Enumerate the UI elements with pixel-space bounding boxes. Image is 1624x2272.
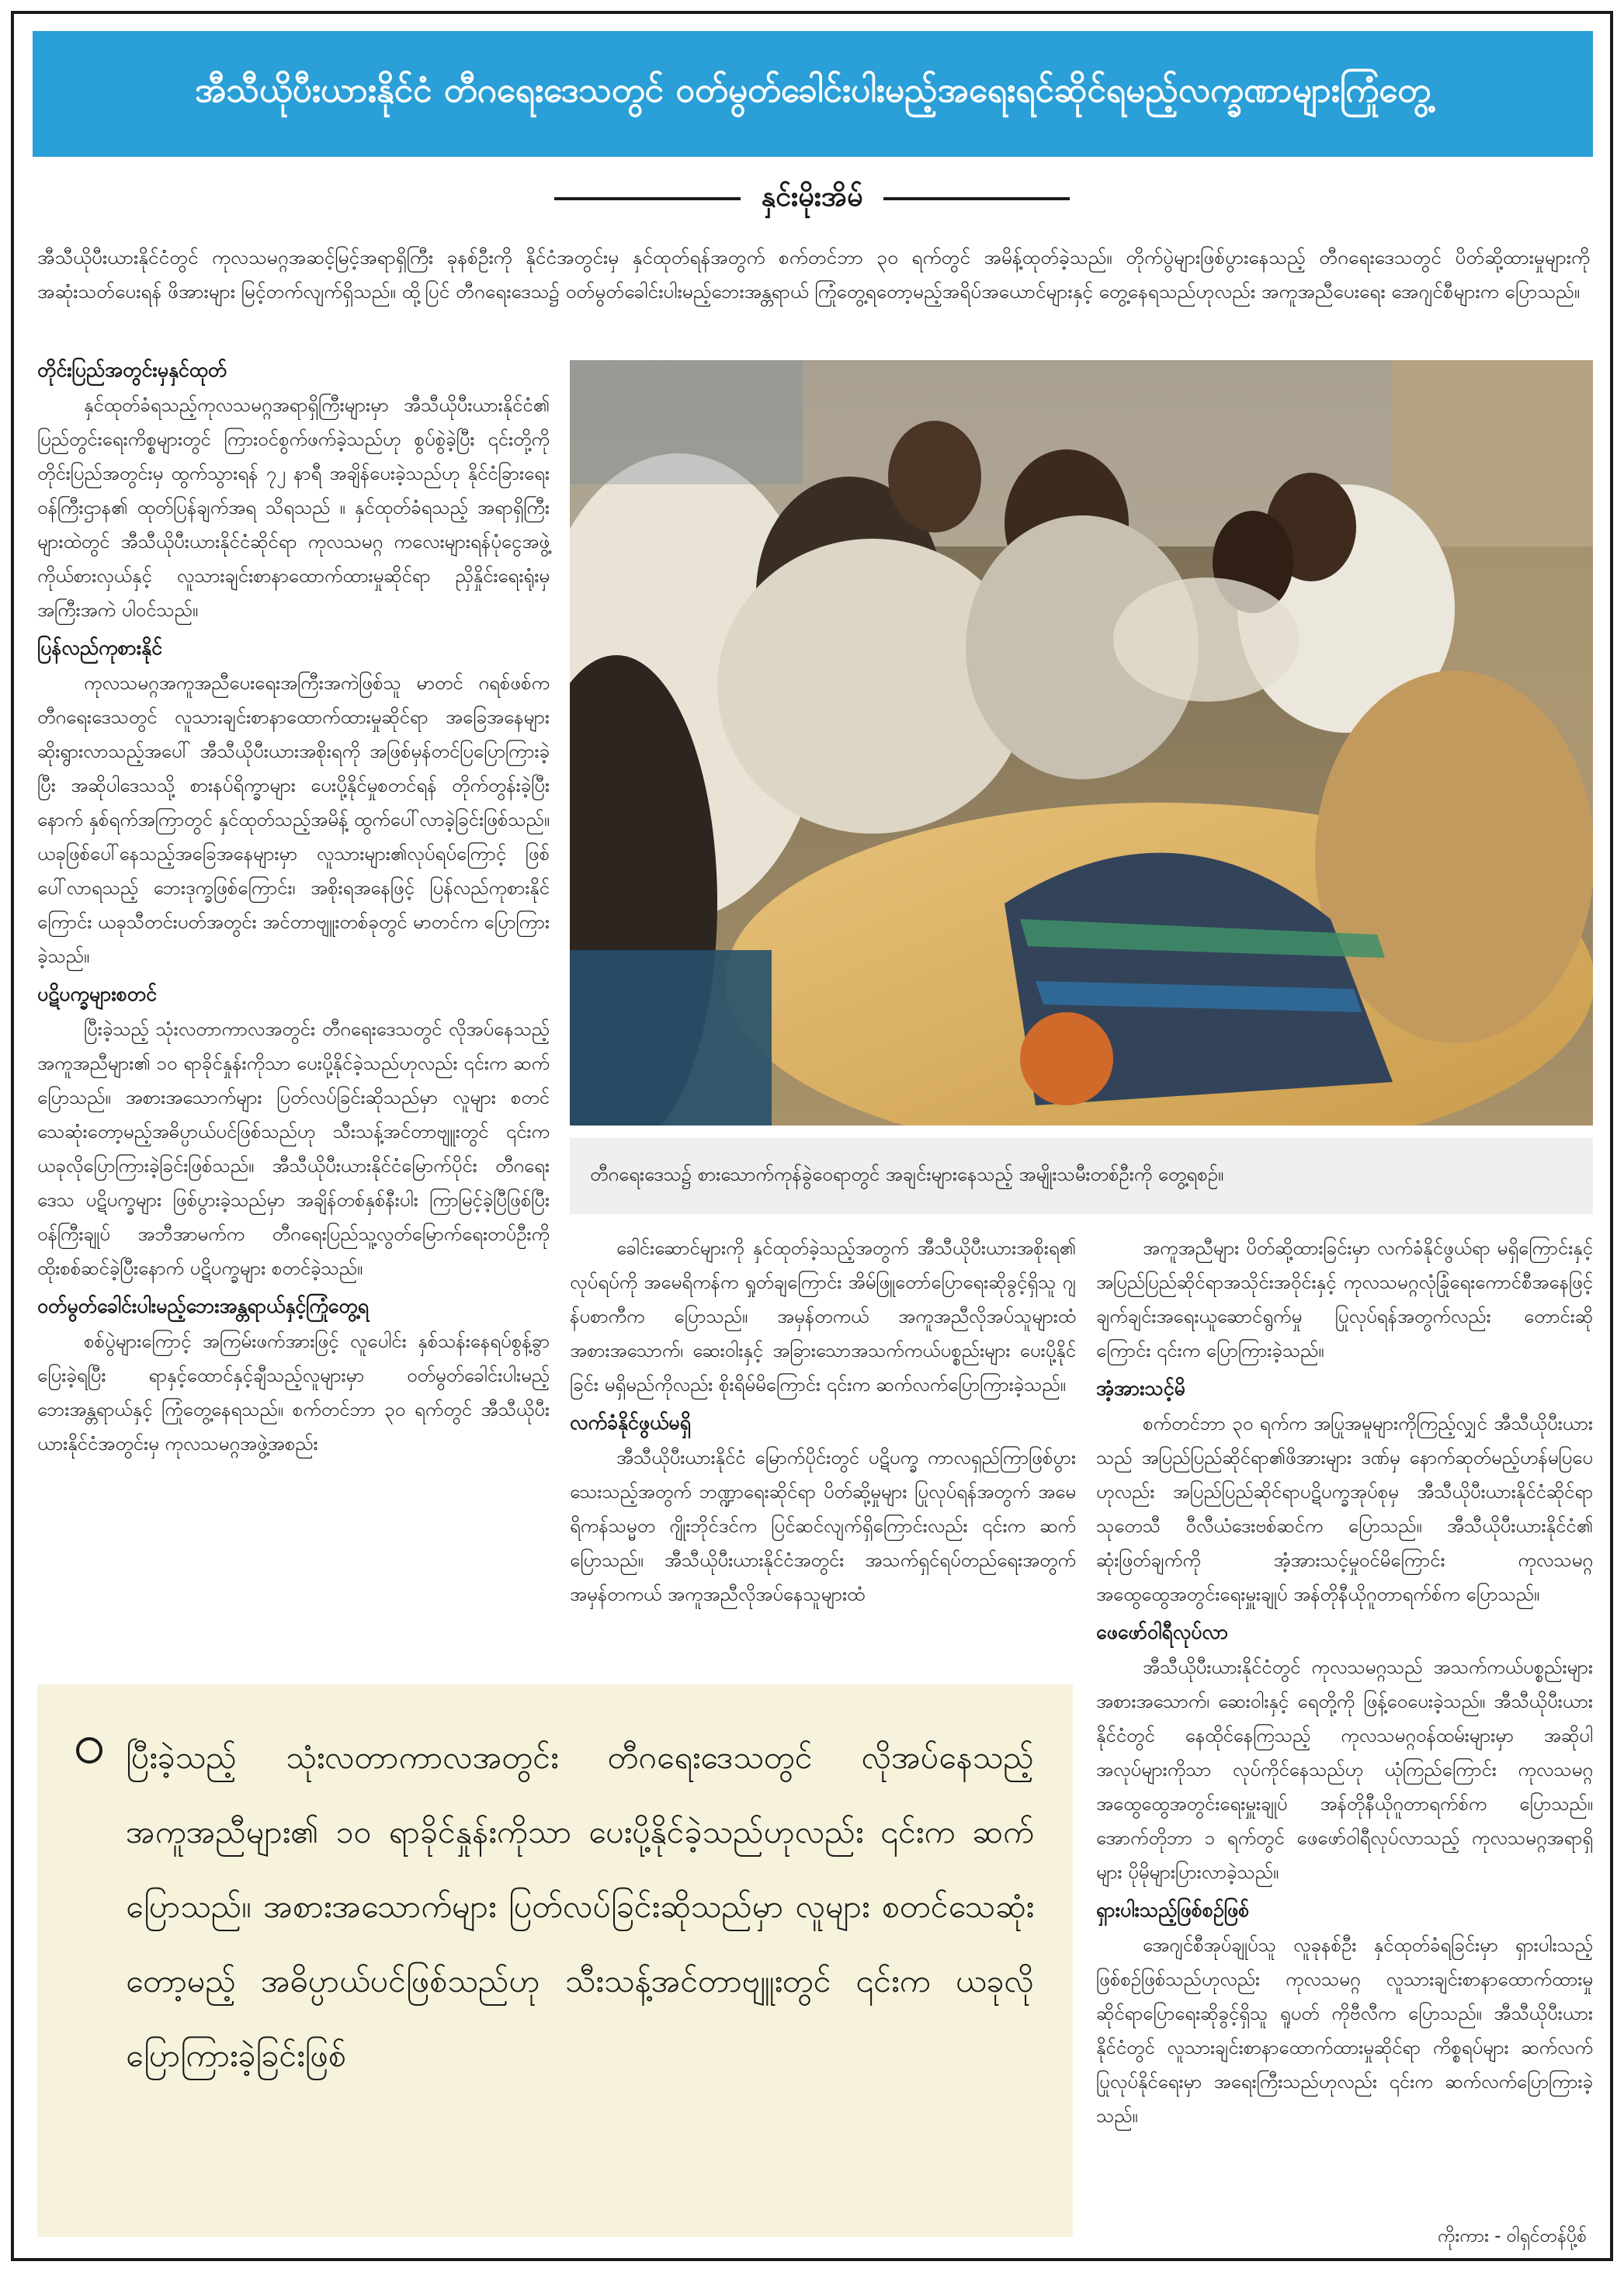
byline-rule-left xyxy=(554,197,741,200)
section-paragraph: ခေါင်းဆောင်များကို နှင်ထုတ်ခဲ့သည့်အတွက် အီသီယိုပီးယားအစိုးရ၏ လုပ်ရပ်ကို အမေရိကန်က ရှုတ်ချကြောင်း အိမ်ဖြူတော်ပြောရေးဆိုခွင့်ရှိသူ ဂျန်ပစာကီက ပြောသည်။ အမှန်တကယ် အကူအညီလိုအပ်သူများထံ အစားအသောက်၊ ဆေးဝါးနှင့် အခြားသောအသက်ကယ်ပစ္စည်းများ ပေးပို့နိုင်ခြင်း မရှိမည်ကိုလည်း စိုးရိမ်မိကြောင်း ၎င်းက ဆက်လက်ပြောကြားခဲ့သည်။ xyxy=(570,1237,1076,1396)
article-page xyxy=(11,11,1613,2261)
circle-bullet-icon xyxy=(76,1737,102,1764)
section-heading: အံ့အားသင့်မိ xyxy=(1096,1377,1185,1400)
pull-quote-box xyxy=(37,1684,1073,2237)
section-paragraph: နှင်ထုတ်ခံရသည့်ကုလသမဂ္ဂအရာရှိကြီးများမှာ အီသီယိုပီးယားနိုင်ငံ၏ ပြည်တွင်းရေးကိစ္စများတွင် ကြားဝင်စွက်ဖက်ခဲ့သည်ဟု စွပ်စွဲခဲ့ပြီး ၎င်းတို့ကို တိုင်းပြည်အတွင်းမှ ထွက်သွားရန် ၇၂ နာရီ အချိန်ပေးခဲ့သည်ဟု နိုင်ငံခြားရေးဝန်ကြီးဌာန၏ ထုတ်ပြန်ချက်အရ သိရသည် ။ နှင်ထုတ်ခံရသည့် အရာရှိကြီးများထဲတွင် အီသီယိုပီးယားနိုင်ငံဆိုင်ရာ ကုလသမဂ္ဂ ကလေးများရန်ပုံငွေအဖွဲ့ ကိုယ်စားလှယ်နှင့် လူသားချင်းစာနာထောက်ထားမှုဆိုင်ရာ ညှိနှိုင်းရေးရုံးမှ အကြီးအကဲ ပါဝင်သည်။ xyxy=(37,394,550,621)
lead-paragraph: အီသီယိုပီးယားနိုင်ငံတွင် ကုလသမဂ္ဂအဆင့်မြင့်အရာရှိကြီး ခုနစ်ဦးကို နိုင်ငံအတွင်းမှ နှင်ထုတ်ရန်အတွက် စက်တင်ဘာ ၃၀ ရက်တွင် အမိန့်ထုတ်ခဲ့သည်။ တိုက်ပွဲများဖြစ်ပွားနေသည့် တီဂရေးဒေသတွင် ပိတ်ဆို့ထားမှုများကို အဆုံးသတ်ပေးရန် ဖိအားများ မြင့်တက်လျက်ရှိသည်။ ထို့ပြင် တီဂရေးဒေသ၌ ဝတ်မွတ်ခေါင်းပါးမည့်ဘေးအန္တရာယ် ကြုံတွေ့ရတော့မည့်အရိပ်အယောင်များနှင့် တွေ့နေရသည်ဟုလည်း အကူအညီပေးရေး အေဂျင်စီများက ပြောသည်။ xyxy=(37,246,1590,303)
pull-quote-text: ပြီးခဲ့သည့် သုံးလတာကာလအတွင်း တီဂရေးဒေသတွင် လိုအပ်နေသည့်အကူအညီများ၏ ၁၀ ရာခိုင်နှုန်းကိုသာ ပေးပို့နိုင်ခဲ့သည်ဟုလည်း ၎င်းက ဆက်ပြောသည်။ အစားအသောက်များ ပြတ်လပ်ခြင်းဆိုသည်မှာ လူများ စတင်သေဆုံးတော့မည့် အဓိပ္ပာယ်ပင်ဖြစ်သည်ဟု သီးသန့်အင်တာဗျူးတွင် ၎င်းက ယခုလို ပြောကြားခဲ့ခြင်းဖြစ် xyxy=(126,1739,1034,2074)
section-paragraph: ကုလသမဂ္ဂအကူအညီပေးရေးအကြီးအကဲဖြစ်သူ မာတင် ဂရစ်ဖစ်က တီဂရေးဒေသတွင် လူသားချင်းစာနာထောက်ထားမှုဆိုင်ရာ အခြေအနေများ ဆိုးရွားလာသည့်အပေါ် အီသီယိုပီးယားအစိုးရကို အဖြစ်မှန်တင်ပြပြောကြားခဲ့ပြီး အဆိုပါဒေသသို့ စားနပ်ရိက္ခာများ ပေးပို့နိုင်မှုစတင်ရန် တိုက်တွန်းခဲ့ပြီးနောက် နှစ်ရက်အကြာတွင် နှင်ထုတ်သည့်အမိန့် ထွက်ပေါ်လာခဲ့ခြင်းဖြစ်သည်။ ယခုဖြစ်ပေါ်နေသည့်အခြေအနေများမှာ လူသားများ၏လုပ်ရပ်ကြောင့် ဖြစ်ပေါ်လာရသည့် ဘေးဒုက္ခဖြစ်ကြောင်း၊ အစိုးရအနေဖြင့် ပြန်လည်ကုစားနိုင်ကြောင်း ယခုသီတင်းပတ်အတွင်း အင်တာဗျူးတစ်ခုတွင် မာတင်က ပြောကြားခဲ့သည်။ xyxy=(37,672,550,967)
section-paragraph: အကူအညီများ ပိတ်ဆို့ထားခြင်းမှာ လက်ခံနိုင်ဖွယ်ရာ မရှိကြောင်းနှင့် အပြည်ပြည်ဆိုင်ရာအသိုင်းအဝိုင်းနှင့် ကုလသမဂ္ဂလုံခြုံရေးကောင်စီအနေဖြင့် ချက်ချင်းအရေးယူဆောင်ရွက်မှု ပြုလုပ်ရန်အတွက်လည်း တောင်းဆိုကြောင်း ၎င်းက ပြောကြားခဲ့သည်။ xyxy=(1096,1237,1593,1361)
section-heading: ပဋိပက္ခများစတင် xyxy=(37,983,157,1005)
section-heading: တိုင်းပြည်အတွင်းမှနှင်ထုတ် xyxy=(37,359,227,381)
photo-caption: တီဂရေးဒေသ၌ စားသောက်ကုန်ခွဲဝေရာတွင် အချင်းများနေသည့် အမျိုးသမီးတစ်ဦးကို တွေ့ရစဉ်။ xyxy=(570,1138,1593,1214)
section-paragraph: အီသီယိုပီးယားနိုင်ငံ မြောက်ပိုင်းတွင် ပဋိပက္ခ ကာလရှည်ကြာဖြစ်ပွားသေးသည့်အတွက် ဘဏ္ဍာရေးဆိုင်ရာ ပိတ်ဆို့မှုများ ပြုလုပ်ရန်အတွက် အမေရိကန်သမ္မတ ဂျိုးဘိုင်ဒင်က ပြင်ဆင်လျက်ရှိကြောင်းလည်း ၎င်းက ဆက်ပြောသည်။ အီသီယိုပီးယားနိုင်ငံအတွင်း အသက်ရှင်ရပ်တည်ရေးအတွက် အမှန်တကယ် အကူအညီလိုအပ်နေသူများထံ xyxy=(570,1447,1076,1605)
section-paragraph: စစ်ပွဲများကြောင့် အကြမ်းဖက်အားဖြင့် လူပေါင်း နှစ်သန်းနေရပ်စွန့်ခွာပြေးခဲ့ရပြီး ရာနှင့်ထောင်နှင့်ချီသည့်လူများမှာ ဝတ်မွတ်ခေါင်းပါးမည့်ဘေးအန္တရာယ်နှင့် ကြုံတွေ့နေရသည်။ စက်တင်ဘာ ၃၀ ရက်တွင် အီသီယိုပီးယားနိုင်ငံအတွင်းမှ ကုလသမဂ္ဂအဖွဲ့အစည်း xyxy=(37,1330,550,1455)
headline: အီသီယိုပီးယားနိုင်ငံ တီဂရေးဒေသတွင် ဝတ်မွတ်ခေါင်းပါးမည့်အရေးရင်ဆိုင်ရမည့်လက္ခဏာများကြုံတွေ့ xyxy=(33,31,1593,157)
section-heading: လက်ခံနိုင်ဖွယ်မရှိ xyxy=(570,1411,691,1434)
byline xyxy=(14,175,1610,222)
section-paragraph: အီသီယိုပီးယားနိုင်ငံတွင် ကုလသမဂ္ဂသည် အသက်ကယ်ပစ္စည်းများ အစားအသောက်၊ ဆေးဝါးနှင့် ရေတို့ကို ဖြန့်ဝေပေးခဲ့သည်။ အီသီယိုပီးယားနိုင်ငံတွင် နေထိုင်နေကြသည့် ကုလသမဂ္ဂဝန်ထမ်းများမှာ အဆိုပါ အလုပ်များကိုသာ လုပ်ကိုင်နေသည်ဟု ယုံကြည်ကြောင်း ကုလသမဂ္ဂအထွေထွေအတွင်းရေးမှူးချုပ် အန်တိုနီယိုဂူတာရက်စ်က ပြောသည်။ အောက်တိုဘာ ၁ ရက်တွင် ဖေဖော်ဝါရီလုပ်လာသည့် ကုလသမဂ္ဂအရာရှိများ ပိုမိုများပြားလာခဲ့သည်။ xyxy=(1096,1656,1593,1883)
byline-author: နှင်းမိုးအိမ် xyxy=(761,181,863,213)
news-photo xyxy=(570,360,1593,1126)
section-heading: ဝတ်မွတ်ခေါင်းပါးမည့်ဘေးအန္တရာယ်နှင့်ကြုံတွေ့ရ xyxy=(37,1295,370,1317)
section-paragraph: အေဂျင်စီအုပ်ချုပ်သူ လူခုနစ်ဦး နှင်ထုတ်ခံရခြင်းမှာ ရှားပါးသည့်ဖြစ်စဉ်ဖြစ်သည်ဟုလည်း ကုလသမဂ္ဂ လူသားချင်းစာနာထောက်ထားမှုဆိုင်ရာပြောရေးဆိုခွင့်ရှိသူ ရူပတ် ကိုဗီလီက ပြောသည်။ အီသီယိုပီးယားနိုင်ငံတွင် လူသားချင်းစာနာထောက်ထားမှုဆိုင်ရာ ကိစ္စရပ်များ ဆက်လက်ပြုလုပ်နိုင်ရေးမှာ အရေးကြီးသည်ဟုလည်း ၎င်းက ဆက်လက်ပြောကြားခဲ့သည်။ xyxy=(1096,1934,1593,2127)
section-paragraph: ပြီးခဲ့သည့် သုံးလတာကာလအတွင်း တီဂရေးဒေသတွင် လိုအပ်နေသည့်အကူအညီများ၏ ၁၀ ရာခိုင်နှုန်းကိုသာ ပေးပို့နိုင်ခဲ့သည်ဟုလည်း ၎င်းက ဆက်ပြောသည်။ အစားအသောက်များ ပြတ်လပ်ခြင်းဆိုသည်မှာ လူများ စတင်သေဆုံးတော့မည့်အဓိပ္ပာယ်ပင်ဖြစ်သည်ဟု သီးသန့်အင်တာဗျူးတွင် ၎င်းက ယခုလိုပြောကြားခဲ့ခြင်းဖြစ်သည်။ အီသီယိုပီးယားနိုင်ငံမြောက်ပိုင်း တီဂရေးဒေသ ပဋိပက္ခများ ဖြစ်ပွားခဲ့သည်မှာ အချိန်တစ်နှစ်နီးပါး ကြာမြင့်ခဲ့ပြီဖြစ်ပြီး ဝန်ကြီးချုပ် အဘီအာမက်က တီဂရေးပြည်သူ့လွတ်မြောက်ရေးတပ်ဦးကို ထိုးစစ်ဆင်ခဲ့ပြီးနောက် ပဋိပက္ခများ စတင်ခဲ့သည်။ xyxy=(37,1018,550,1279)
source-credit: ကိုးကား - ဝါရှင်တန်ပို့စ် xyxy=(1437,2226,1587,2246)
section-heading: ဖေဖော်ဝါရီလုပ်လာ xyxy=(1096,1621,1229,1643)
right-column xyxy=(1096,1231,1593,2133)
middle-column xyxy=(570,1231,1076,1611)
photo-illustration xyxy=(570,360,1593,1126)
section-paragraph: စက်တင်ဘာ ၃၀ ရက်က အပြုအမူများကိုကြည့်လျှင် အီသီယိုပီးယားသည် အပြည်ပြည်ဆိုင်ရာ၏ဖိအားများ ဒဏ်မှ နောက်ဆုတ်မည့်ဟန်မပြပေ ဟုလည်း အပြည်ပြည်ဆိုင်ရာပဋိပက္ခအုပ်စုမှ အီသီယိုပီးယားနိုင်ငံဆိုင်ရာ သုတေသီ ဝီလီယံဒေးဗစ်ဆင်က ပြောသည်။ အီသီယိုပီးယားနိုင်ငံ၏ ဆုံးဖြတ်ချက်ကို အံ့အားသင့်မှုဝင်မိကြောင်း ကုလသမဂ္ဂအထွေထွေအတွင်းရေးမှူးချုပ် အန်တိုနီယိုဂူတာရက်စ်က ပြောသည်။ xyxy=(1096,1413,1593,1605)
section-heading: ရှားပါးသည့်ဖြစ်စဉ်ဖြစ် xyxy=(1096,1899,1250,1921)
byline-rule-right xyxy=(883,197,1070,200)
section-heading: ပြန်လည်ကုစားနိုင် xyxy=(37,637,162,659)
left-column xyxy=(37,349,550,1461)
